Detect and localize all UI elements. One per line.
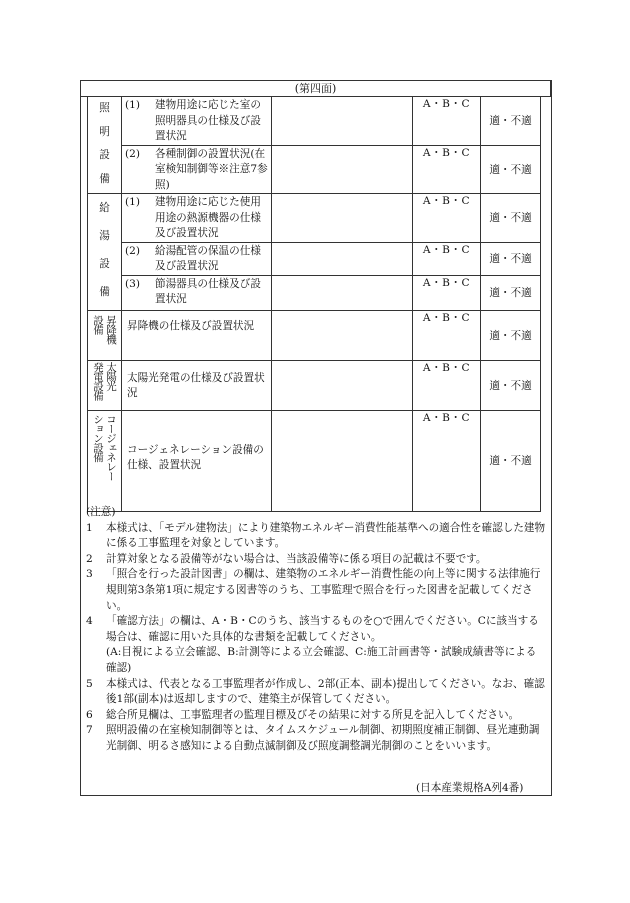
page-header: (第四面) [80,80,551,97]
table-row [88,97,541,146]
method-options[interactable]: A・B・C [413,97,481,146]
judgement-options[interactable]: 適・不適 [481,360,541,410]
judgement-options[interactable]: 適・不適 [481,410,541,511]
judgement-options[interactable]: 適・不適 [481,97,541,146]
check-item: (2) 各種制御の設置状況(在室検知制御等※注意7参照) [122,145,272,194]
check-item: (1) 建物用途に応じた使用用途の熱源機器の仕様及び設置状況 [122,194,272,243]
table-row [88,242,541,275]
check-item: (2) 給湯配管の保温の仕様及び設置状況 [122,242,272,275]
note-item: 1 本様式は、「モデル建物法」により建築物エネルギー消費性能基準への適合性を確認した建物に係る工事監理を対象としています。 [86,521,546,550]
check-item: コージェネレーション設備の仕様、設置状況 [122,410,272,511]
check-item: (1) 建物用途に応じた室の照明器具の仕様及び設置状況 [122,97,272,146]
table-row [88,310,541,360]
note-item-sub: (A:目視による立会確認、B:計測等による立会確認、C:施工計画書等・試験成績書等による確認) [106,646,537,674]
paper-standard: (日本産業規格A列4番) [416,782,524,794]
design-document-cell[interactable] [272,410,413,511]
design-document-cell[interactable] [272,97,413,146]
note-item: 5 本様式は、代表となる工事監理者が作成し、2部(正本、副本)提出してください。なお、確認後1部(副本)は返却しますので、建築主が保管してください。 [86,677,545,706]
method-options[interactable]: A・B・C [413,410,481,511]
inspection-table [87,96,541,512]
note-item: 2 計算対象となる設備等がない場合は、当該設備等に係る項目の記載は不要です。 [86,552,487,565]
design-document-cell[interactable] [272,310,413,360]
method-options[interactable]: A・B・C [413,360,481,410]
category-cogeneration: ション設備 コージェネレー [88,410,122,511]
table-row [88,275,541,310]
method-options[interactable]: A・B・C [413,275,481,310]
design-document-cell[interactable] [272,242,413,275]
table-row [88,360,541,410]
judgement-options[interactable]: 適・不適 [481,242,541,275]
category-lighting: 照 明 設 備 [88,97,122,194]
note-item: 7 照明設備の在室検知制御等とは、タイムスケジュール制御、初期照度補正制御、昼光連動調光制御、明るさ感知による自動点滅制御及び照度調整調光制御のことをいいます。 [86,724,540,752]
notes-title: (注意) [86,506,116,518]
method-options[interactable]: A・B・C [413,194,481,243]
check-item: 太陽光発電の仕様及び設置状況 [122,360,272,410]
note-item: 6 総合所見欄は、工事監理者の監理目標及びその結果に対する所見を記入してください。 [86,708,520,721]
judgement-options[interactable]: 適・不適 [481,145,541,194]
judgement-options[interactable]: 適・不適 [481,275,541,310]
check-item: (3) 節湯器具の仕様及び設置状況 [122,275,272,310]
design-document-cell[interactable] [272,194,413,243]
method-options[interactable]: A・B・C [413,242,481,275]
category-solar: 発電設備 太陽光 [88,360,122,410]
category-hot-water: 給 湯 設 備 [88,194,122,311]
judgement-options[interactable]: 適・不適 [481,310,541,360]
note-item: 3 「照合を行った設計図書」の欄は、建築物のエネルギー消費性能の向上等に関する法律施行規則第3条第1項に規定する図書等のうち、工事監理で照合を行った図書を記載してください。 [86,568,541,612]
judgement-options[interactable]: 適・不適 [481,194,541,243]
method-options[interactable]: A・B・C [413,310,481,360]
notes-section [86,505,546,755]
design-document-cell[interactable] [272,275,413,310]
table-row [88,194,541,243]
table-row [88,145,541,194]
category-elevator: 設備 昇降機 [88,310,122,360]
note-item: 4 「確認方法」の欄は、A・B・Cのうち、該当するものを○で囲んでください。Cに該当する場合は、確認に用いた具体的な書類を記載してください。 [86,615,539,643]
design-document-cell[interactable] [272,360,413,410]
check-item: 昇降機の仕様及び設置状況 [122,310,272,360]
design-document-cell[interactable] [272,145,413,194]
method-options[interactable]: A・B・C [413,145,481,194]
table-row [88,410,541,511]
